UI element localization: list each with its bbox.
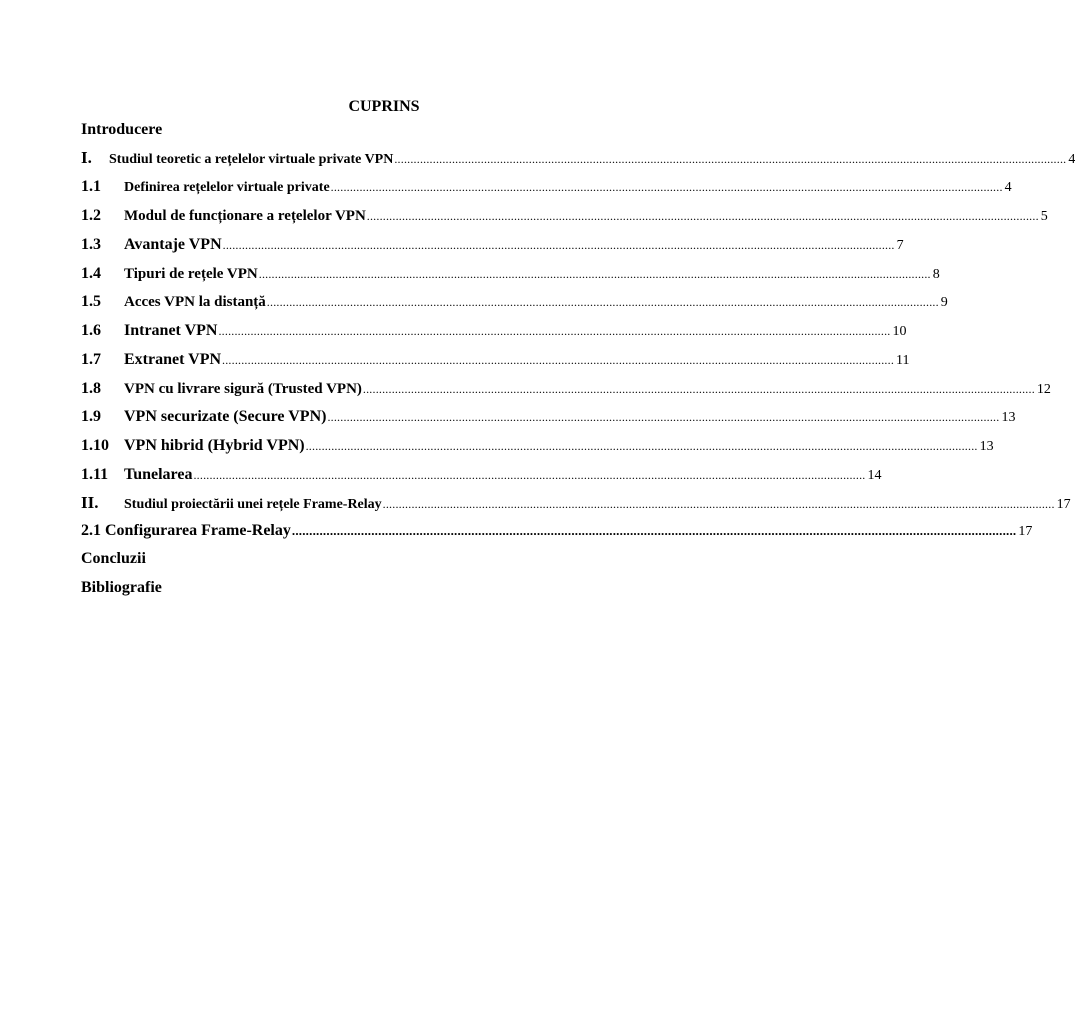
toc-entry-i[interactable]: [81, 148, 1075, 168]
toc-label: VPN securizate (Secure VPN): [124, 408, 327, 425]
toc-entry-1-5[interactable]: [81, 292, 948, 312]
toc-page: 11: [896, 353, 910, 368]
toc-entry-1-3[interactable]: [81, 235, 904, 255]
toc-number: 1.11: [81, 466, 109, 483]
toc-number: 1.7: [81, 351, 101, 368]
toc-number: 1.8: [81, 380, 101, 397]
toc-label: VPN hibrid (Hybrid VPN): [124, 437, 305, 454]
toc-label: Configurarea Frame-Relay: [105, 522, 291, 539]
toc-label: Intranet VPN: [124, 322, 218, 339]
toc-number: 1.9: [81, 408, 101, 425]
toc-page: 7: [896, 238, 904, 253]
toc-entry-1-6[interactable]: [81, 321, 907, 341]
toc-page: 13: [1001, 410, 1016, 425]
toc-entry-ii[interactable]: [81, 493, 1071, 513]
toc-label: Acces VPN la distanță: [124, 294, 266, 310]
toc-page: 4: [1068, 152, 1075, 167]
toc-entry-1-1[interactable]: [81, 177, 1012, 197]
toc-entry-1-10[interactable]: [81, 436, 994, 456]
toc-label: Avantaje VPN: [124, 236, 222, 253]
intro-heading: Introducere: [81, 121, 163, 138]
toc-page: 13: [979, 439, 994, 454]
toc-page: 5: [1040, 209, 1048, 224]
toc-number: 1.1: [81, 178, 101, 195]
toc-page: 17: [1018, 524, 1033, 539]
toc-page: 4: [1004, 180, 1012, 195]
toc-entry-1-7[interactable]: [81, 350, 910, 370]
toc-number: 1.6: [81, 322, 101, 339]
toc-label: Studiul proiectării unei rețele Frame-Relay: [124, 497, 382, 512]
dot-leader: ..................................................................................................................................................................................................................: [193, 468, 866, 482]
toc-number: 1.3: [81, 236, 101, 253]
toc-number: I.: [81, 148, 92, 167]
toc-entry-1-4[interactable]: [81, 264, 940, 284]
toc-number: 1.10: [81, 437, 109, 454]
toc-label: Studiul teoretic a rețelelor virtuale private VPN: [109, 152, 394, 167]
toc-label: Extranet VPN: [124, 351, 222, 368]
dot-leader: ..................................................................................................................................................................................................................: [362, 382, 1035, 396]
toc-entry-1-9[interactable]: [81, 407, 1016, 427]
toc-number: 1.5: [81, 293, 101, 310]
toc-entry-1-8[interactable]: [81, 379, 1051, 399]
toc-label: Modul de funcționare a rețelelor VPN: [124, 208, 366, 224]
dot-leader: ..................................................................................................................................................................................................................: [327, 410, 1000, 424]
dot-leader: ..................................................................................................................................................................................................................: [258, 267, 931, 281]
toc-label: Tunelarea: [124, 466, 193, 483]
toc-entry-1-2[interactable]: [81, 206, 1048, 226]
toc-entry-2-1[interactable]: [81, 521, 1033, 541]
toc-number: 1.4: [81, 265, 101, 282]
toc-label: Definirea rețelelor virtuale private: [124, 180, 330, 195]
conclusions-heading: Concluzii: [81, 550, 146, 567]
toc-page: 17: [1056, 497, 1071, 512]
dot-leader: ..................................................................................................................................................................................................................: [222, 353, 895, 367]
dot-leader: ..................................................................................................................................................................................................................: [394, 152, 1067, 166]
dot-leader: ..................................................................................................................................................................................................................: [330, 180, 1003, 194]
dot-leader: ..................................................................................................................................................................................................................: [266, 295, 939, 309]
toc-label: Tipuri de rețele VPN: [124, 266, 258, 282]
dot-leader: ..................................................................................................................................................................................................................: [366, 209, 1039, 223]
dot-leader: ..................................................................................................................................................................................................................: [305, 439, 978, 453]
dot-leader: ..................................................................................................................................................................................................................: [291, 523, 1017, 538]
dot-leader: ..................................................................................................................................................................................................................: [382, 497, 1055, 511]
toc-page: 9: [940, 295, 948, 310]
dot-leader: ..................................................................................................................................................................................................................: [222, 238, 895, 252]
toc-label: VPN cu livrare sigură (Trusted VPN): [124, 381, 362, 397]
toc-entry-1-11[interactable]: [81, 465, 882, 485]
page-title: CUPRINS: [348, 98, 420, 115]
toc-number: 1.2: [81, 207, 101, 224]
toc-page: 10: [892, 324, 907, 339]
bibliography-heading: Bibliografie: [81, 579, 162, 596]
toc-number: II.: [81, 493, 99, 512]
toc-page: 12: [1036, 382, 1051, 397]
toc-page: 14: [867, 468, 882, 483]
toc-number: 2.1: [81, 522, 101, 539]
toc-page: 8: [932, 267, 940, 282]
dot-leader: ..................................................................................................................................................................................................................: [218, 324, 891, 338]
